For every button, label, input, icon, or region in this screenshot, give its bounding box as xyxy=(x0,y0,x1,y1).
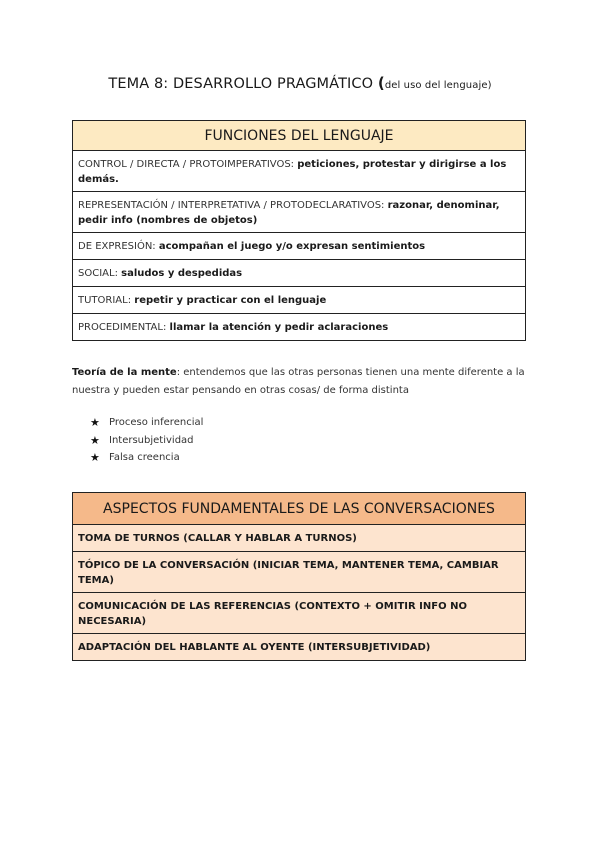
table-row xyxy=(73,314,526,341)
table-row xyxy=(73,525,526,552)
funcion-cell xyxy=(73,233,526,260)
table-row xyxy=(73,593,526,634)
star-icon: ★ xyxy=(90,416,100,429)
aspecto-cell: COMUNICACIÓN DE LAS REFERENCIAS (CONTEXTO + OMITIR INFO NO NECESARIA) xyxy=(73,593,526,634)
list-item xyxy=(90,414,203,432)
list-item xyxy=(90,432,203,450)
title-paren: ( xyxy=(377,74,385,92)
title-subtitle: del uso del lenguaje) xyxy=(384,80,492,91)
aspecto-cell: TÓPICO DE LA CONVERSACIÓN (INICIAR TEMA, MANTENER TEMA, CAMBIAR TEMA) xyxy=(73,552,526,593)
page-title xyxy=(0,74,600,92)
funcion-desc: acompañan el juego y/o expresan sentimientos xyxy=(158,241,426,252)
funcion-cell xyxy=(73,151,526,192)
funciones-header: FUNCIONES DEL LENGUAJE xyxy=(73,121,526,151)
bullet-text: Intersubjetividad xyxy=(109,434,194,446)
star-icon: ★ xyxy=(90,433,100,447)
funcion-desc: peticiones, protestar y dirigirse a los demás. xyxy=(78,158,507,185)
funcion-desc: saludos y despedidas xyxy=(121,268,243,279)
bullet-text: Proceso inferencial xyxy=(109,417,204,428)
bullet-text: Falsa creencia xyxy=(109,452,180,463)
aspectos-table xyxy=(72,492,526,661)
funcion-cell xyxy=(73,192,526,233)
list-item xyxy=(90,449,203,467)
table-row xyxy=(73,233,526,260)
funcion-label: REPRESENTACIÓN / INTERPRETATIVA / PROTODECLARATIVOS: xyxy=(78,199,388,211)
funcion-desc: razonar, denominar, pedir info (nombres de objetos) xyxy=(78,199,500,226)
aspectos-header: ASPECTOS FUNDAMENTALES DE LAS CONVERSACIONES xyxy=(73,493,526,525)
teoria-bullet-list xyxy=(90,414,203,467)
teoria-term: Teoría de la mente xyxy=(72,367,177,378)
funcion-label: TUTORIAL: xyxy=(78,295,135,306)
teoria-paragraph xyxy=(72,364,528,400)
title-main: TEMA 8: DESARROLLO PRAGMÁTICO xyxy=(108,76,378,92)
funcion-label: CONTROL / DIRECTA / PROTOIMPERATIVOS: xyxy=(78,158,298,170)
funcion-cell xyxy=(73,260,526,287)
funcion-cell xyxy=(73,314,526,341)
funcion-cell xyxy=(73,287,526,314)
funcion-label: PROCEDIMENTAL: xyxy=(78,322,170,333)
funcion-desc: llamar la atención y pedir aclaraciones xyxy=(169,322,389,333)
funcion-label: DE EXPRESIÓN: xyxy=(78,241,159,252)
table-row xyxy=(73,260,526,287)
table-row xyxy=(73,192,526,233)
table-row xyxy=(73,287,526,314)
funciones-table xyxy=(72,120,526,341)
table-row xyxy=(73,552,526,593)
funcion-desc: repetir y practicar con el lenguaje xyxy=(134,295,327,306)
aspecto-cell: TOMA DE TURNOS (CALLAR Y HABLAR A TURNOS) xyxy=(73,525,526,552)
star-icon: ★ xyxy=(90,451,100,464)
aspecto-cell: ADAPTACIÓN DEL HABLANTE AL OYENTE (INTERSUBJETIVIDAD) xyxy=(73,634,526,661)
table-row xyxy=(73,151,526,192)
table-row xyxy=(73,634,526,661)
funcion-label: SOCIAL: xyxy=(78,268,122,279)
teoria-text: : entendemos que las otras personas tienen una mente diferente a la nuestra y pueden estar pensando en otras cosas/ de forma distinta xyxy=(72,367,525,396)
